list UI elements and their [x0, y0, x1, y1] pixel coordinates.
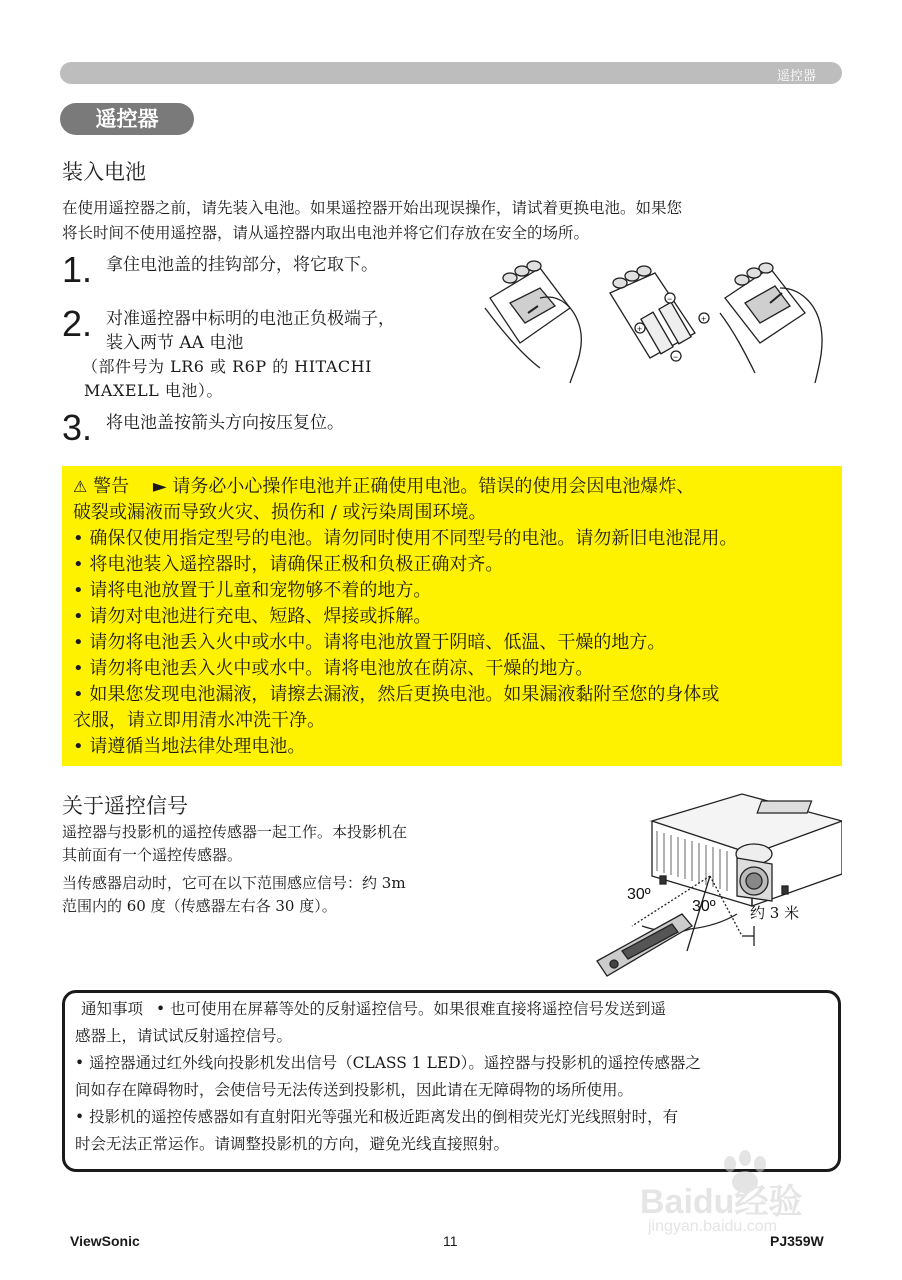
step-1-text: 拿住电池盖的挂钩部分，将它取下。 — [106, 255, 378, 275]
signal-heading: 关于遥控信号 — [62, 794, 188, 818]
step-2-text-line-1: 对准遥控器中标明的电池正负极端子， — [106, 309, 395, 329]
section-title: 遥控器 — [95, 106, 159, 131]
notice-line-3: • 遥控器通过红外线向投影机发出信号（CLASS 1 LED）。遥控器与投影机的遥控传感器之 — [75, 1054, 701, 1072]
footer-model: PJ359W — [770, 1233, 824, 1249]
warning-box — [62, 466, 842, 766]
section-title-pill — [60, 103, 194, 135]
warning-line-2: 破裂或漏液而导致火灾、损伤和 / 或污染周围环境。 — [73, 502, 487, 523]
step-1-number: 1. — [62, 249, 93, 290]
header-bar — [60, 62, 842, 84]
remote-range-diagram — [592, 786, 842, 981]
signal-para-2-line-2: 范围内的 60 度（传感器左右各 30 度）。 — [62, 897, 337, 915]
notice-line-6: 时会无法正常运作。请调整投影机的方向，避免光线直接照射。 — [75, 1135, 510, 1153]
notice-header — [81, 997, 666, 1021]
warning-line-9: • 如果您发现电池漏液，请擦去漏液，然后更换电池。如果漏液黏附至您的身体或 — [73, 684, 720, 705]
projector-icon — [652, 794, 842, 906]
remote-close-cover-icon — [720, 263, 822, 383]
watermark-brand: Baidu经验 — [640, 1183, 803, 1221]
angle-left-label: 30º — [627, 886, 651, 903]
battery-install-illustration — [480, 258, 840, 388]
signal-para-2-line-1: 当传感器启动时，它可在以下范围感应信号：约 3m — [62, 874, 406, 892]
svg-text:−: − — [667, 294, 673, 304]
step-2-text-line-2: 装入两节 AA 电池 — [106, 333, 244, 353]
svg-text:+: + — [637, 324, 643, 334]
battery-intro-line-2: 将长时间不使用遥控器，请从遥控器内取出电池并将它们存放在安全的场所。 — [62, 224, 590, 242]
step-2-number: 2. — [62, 303, 93, 344]
warning-line-11: • 请遵循当地法律处理电池。 — [73, 736, 306, 757]
signal-para-1-line-2: 其前面有一个遥控传感器。 — [62, 846, 243, 864]
notice-line-1: • 也可使用在屏幕等处的反射遥控信号。如果很难直接将遥控信号发送到遥 — [155, 1000, 667, 1018]
warning-line-1: ► 请务必小心操作电池并正确使用电池。错误的使用会因电池爆炸、 — [152, 476, 695, 497]
battery-intro-line-1: 在使用遥控器之前，请先装入电池。如果遥控器开始出现误操作，请试着更换电池。如果您 — [62, 199, 683, 217]
warning-line-6: • 请勿对电池进行充电、短路、焊接或拆解。 — [73, 606, 432, 627]
notice-label: 通知事项 — [81, 1000, 144, 1018]
notice-line-2: 感器上，请试试反射遥控信号。 — [75, 1027, 293, 1045]
baidu-watermark — [640, 1148, 850, 1240]
footer-page-number: 11 — [443, 1233, 458, 1249]
svg-text:+: + — [701, 314, 707, 324]
notice-line-4: 间如存在障碍物时，会使信号无法传送到投影机，因此请在无障碍物的场所使用。 — [75, 1081, 634, 1099]
step-2-note-line-2: MAXELL 电池）。 — [84, 381, 223, 400]
svg-text:−: − — [673, 352, 679, 362]
step-3-number: 3. — [62, 407, 93, 448]
distance-label: 约 3 米 — [750, 904, 800, 922]
warning-line-8: • 请勿将电池丢入火中或水中。请将电池放在荫凉、干燥的地方。 — [73, 658, 594, 679]
warning-line-4: • 将电池装入遥控器时，请确保正极和负极正确对齐。 — [73, 554, 504, 575]
warning-line-5: • 请将电池放置于儿童和宠物够不着的地方。 — [73, 580, 432, 601]
remote-control-icon — [597, 914, 692, 976]
watermark-url: jingyan.baidu.com — [648, 1218, 777, 1235]
signal-para-1-line-1: 遥控器与投影机的遥控传感器一起工作。本投影机在 — [62, 823, 408, 841]
warning-line-7: • 请勿将电池丢入火中或水中。请将电池放置于阴暗、低温、干燥的地方。 — [73, 632, 666, 653]
warning-label: 警告 — [93, 476, 130, 497]
step-3-text: 将电池盖按箭头方向按压复位。 — [106, 413, 344, 433]
remote-batteries-icon — [610, 266, 709, 362]
notice-box — [62, 990, 841, 1172]
footer-brand: ViewSonic — [70, 1233, 140, 1249]
notice-line-5: • 投影机的遥控传感器如有直射阳光等强光和极近距离发出的倒相荧光灯光线照射时，有 — [75, 1108, 679, 1126]
warning-triangle-icon: ⚠ — [73, 477, 88, 496]
warning-line-3: • 确保仅使用指定型号的电池。请勿同时使用不同型号的电池。请勿新旧电池混用。 — [73, 528, 738, 549]
angle-right-label: 30º — [692, 898, 716, 915]
remote-open-cover-icon — [485, 261, 581, 383]
battery-heading: 装入电池 — [62, 160, 146, 184]
warning-line-10: 衣服，请立即用清水冲洗干净。 — [73, 710, 325, 731]
header-bar-label: 遥控器 — [776, 69, 816, 84]
warning-header — [73, 474, 694, 500]
step-2-note-line-1: （部件号为 LR6 或 R6P 的 HITACHI — [82, 357, 372, 376]
